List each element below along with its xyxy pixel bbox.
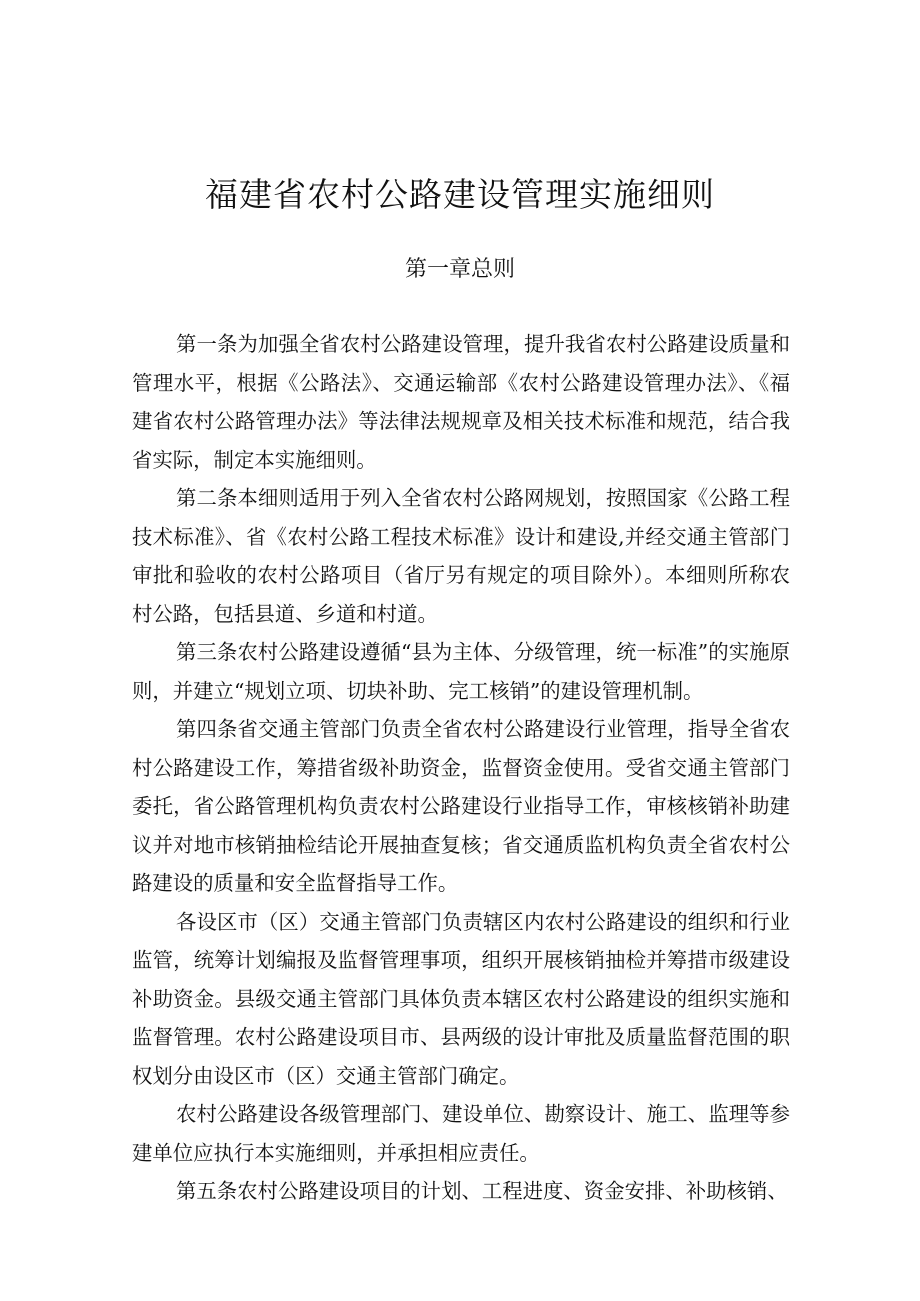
paragraph-article-4-part-3: 农村公路建设各级管理部门、建设单位、勘察设计、施工、监理等参建单位应执行本实施细则，并承担相应责任。 bbox=[132, 1102, 790, 1165]
document-body bbox=[132, 325, 790, 1211]
paragraph-article-3: 第三条农村公路建设遵循“县为主体、分级管理，统一标准”的实施原则，并建立“规划立项、切块补助、完工核销”的建设管理机制。 bbox=[132, 640, 790, 703]
paragraph-article-4: 第四条省交通主管部门负责全省农村公路建设行业管理，指导全省农村公路建设工作，筹措省级补助资金，监督资金使用。受省交通主管部门委托，省公路管理机构负责农村公路建设行业指导工作，审核核销补助建议并对地市核销抽检结论开展抽查复核；省交通质监机构负责全省农村公路建设的质量和安全监督指导工作。 bbox=[132, 717, 790, 895]
paragraph-article-2: 第二条本细则适用于列入全省农村公路网规划，按照国家《公路工程技术标准》、省《农村公路工程技术标准》设计和建设,并经交通主管部门审批和验收的农村公路项目（省厅另有规定的项目除外）。本细则所称农村公路，包括县道、乡道和村道。 bbox=[132, 486, 790, 626]
paragraph-article-5: 第五条农村公路建设项目的计划、工程进度、资金安排、补助核销、 bbox=[176, 1179, 788, 1203]
chapter-title: 第一章总则 bbox=[404, 257, 515, 282]
paragraph-article-4-part-2: 各设区市（区）交通主管部门负责辖区内农村公路建设的组织和行业监管，统筹计划编报及监督管理事项，组织开展核销抽检并筹措市级建设补助资金。县级交通主管部门具体负责本辖区农村公路建设的组织实施和监督管理。农村公路建设项目市、县两级的设计审批及质量监督范围的职权划分由设区市（区）交通主管部门确定。 bbox=[132, 909, 790, 1088]
document-title: 福建省农村公路建设管理实施细则 bbox=[205, 175, 715, 214]
paragraph-article-1: 第一条为加强全省农村公路建设管理，提升我省农村公路建设质量和管理水平，根据《公路法》、交通运输部《农村公路建设管理办法》、《福建省农村公路管理办法》等法律法规规章及相关技术标准和规范，结合我省实际，制定本实施细则。 bbox=[132, 332, 790, 472]
